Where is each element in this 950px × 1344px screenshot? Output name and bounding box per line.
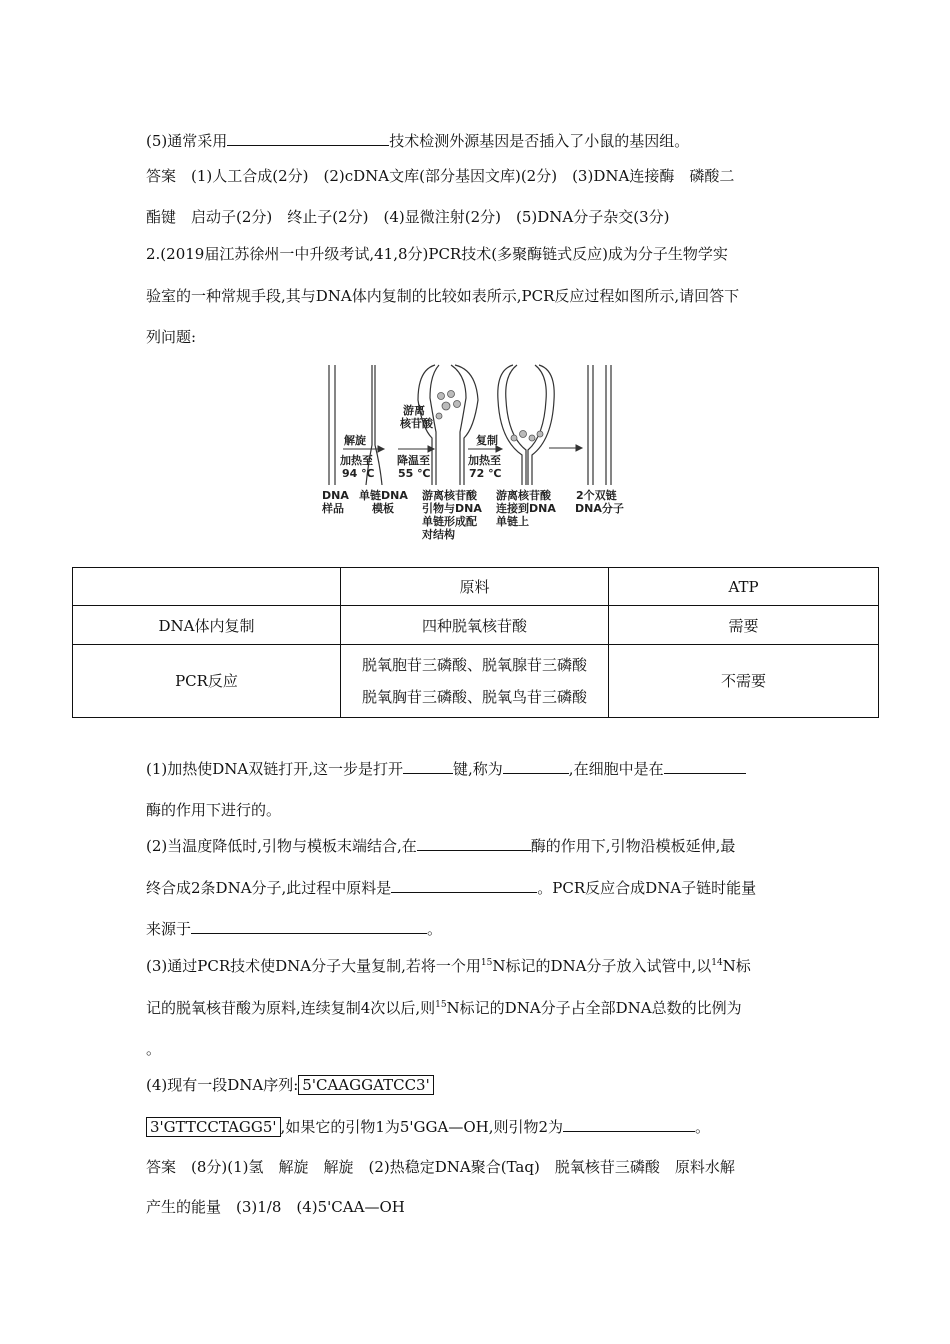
comparison-table	[72, 567, 879, 718]
table-header-empty	[73, 568, 341, 606]
subq2-blank-2[interactable]	[391, 878, 537, 893]
answer2-line1: 答案 (8分)(1)氢 解旋 解旋 (2)热稳定DNA聚合(Taq) 脱氧核苷三磷酸 原料水解	[146, 1158, 735, 1176]
table-cell-pcr: PCR反应	[73, 645, 341, 718]
subq1-line2: 酶的作用下进行的。	[146, 801, 282, 819]
label-cool-b: 55 ℃	[398, 467, 431, 480]
table-header-material: 原料	[341, 568, 609, 606]
subq2-text-f: 。	[427, 920, 443, 938]
subq1-blank-2[interactable]	[503, 759, 569, 774]
subq4-text-a: (4)现有一段DNA序列:	[146, 1076, 299, 1094]
caption-annealing-d: 对结构	[422, 528, 455, 541]
label-jiexuan: 解旋	[344, 434, 366, 447]
question2-line1: 2.(2019届江苏徐州一中升级考试,41,8分)PCR技术(多聚酶链式反应)成为分子生物学实	[146, 245, 728, 263]
caption-template-b: 模板	[372, 502, 394, 515]
table-header-row	[73, 568, 879, 606]
subq3-text-a: (3)通过PCR技术使DNA分子大量复制,若将一个用	[146, 957, 481, 975]
subq2-blank-1[interactable]	[417, 836, 531, 851]
subq3-line3: 。	[146, 1040, 162, 1058]
question-5-line	[146, 131, 689, 151]
subq2-text-b: 酶的作用下,引物沿模板延伸,最	[530, 837, 736, 855]
subq4-line2	[146, 1117, 710, 1137]
caption-dna-sample-b: 样品	[322, 502, 344, 515]
caption-annealing-b: 引物与DNA	[422, 502, 482, 515]
subq2-blank-3[interactable]	[191, 919, 427, 934]
subq2-text-d: 。PCR反应合成DNA子链时能量	[537, 879, 757, 897]
subq1-text-c: ,在细胞中是在	[568, 760, 664, 778]
subq3-line2	[146, 998, 742, 1018]
subq2-line2	[146, 878, 756, 898]
table-cell-pcr-atp: 不需要	[609, 645, 879, 718]
answer1-line1: 答案 (1)人工合成(2分) (2)cDNA文库(部分基因文库)(2分) (3)DNA连接酶 磷酸二	[146, 167, 735, 185]
caption-dna-sample-a: DNA	[322, 489, 349, 502]
isotope-15-sup: 15	[480, 958, 493, 968]
subq3-text-b: N标记的DNA分子放入试管中,以	[492, 957, 712, 975]
subq1-blank-3[interactable]	[664, 759, 746, 774]
question2-line3: 列问题:	[146, 328, 197, 346]
pcr-material-line2: 脱氧胸苷三磷酸、脱氧鸟苷三磷酸	[361, 688, 587, 706]
subq2-line3	[146, 919, 442, 939]
label-heat94-a: 加热至	[340, 454, 373, 467]
isotope-15-sup-2: 15	[435, 1000, 447, 1010]
subq2-text-a: (2)当温度降低时,引物与模板末端结合,在	[146, 837, 417, 855]
subq4-text-c: 。	[695, 1118, 711, 1136]
subq1-blank-1[interactable]	[403, 759, 453, 774]
label-free-b: 核苷酸	[400, 417, 433, 430]
q5-prefix: (5)通常采用	[146, 132, 228, 150]
subq4-line1	[146, 1075, 434, 1095]
subq1-text-b: 键,称为	[453, 760, 503, 778]
dna-sequence-bottom: 3'GTTCCTAGG5'	[146, 1117, 281, 1137]
caption-elongation-c: 单链上	[496, 515, 529, 528]
q5-suffix: 技术检测外源基因是否插入了小鼠的基因组。	[389, 132, 690, 150]
answer1-line2: 酯键 启动子(2分) 终止子(2分) (4)显微注射(2分) (5)DNA分子杂交(3分)	[146, 208, 670, 226]
table-cell-in-vivo-material: 四种脱氧核苷酸	[341, 606, 609, 645]
pcr-material-line1: 脱氧胞苷三磷酸、脱氧腺苷三磷酸	[361, 656, 587, 674]
answer2-line2: 产生的能量 (3)1/8 (4)5'CAA—OH	[146, 1198, 405, 1216]
label-heat94-b: 94 ℃	[342, 467, 375, 480]
elongation-strand-b-inner	[528, 365, 546, 485]
table-cell-pcr-material	[341, 645, 609, 718]
table-cell-in-vivo: DNA体内复制	[73, 606, 341, 645]
caption-template-a: 单链DNA	[359, 489, 408, 502]
subq3-text-e: N标记的DNA分子占全部DNA总数的比例为	[446, 999, 742, 1017]
caption-elongation-b: 连接到DNA	[496, 502, 556, 515]
label-heat72-a: 加热至	[468, 454, 501, 467]
isotope-14-sup: 14	[711, 958, 723, 968]
subq2-line1	[146, 836, 735, 856]
template-strand-b	[375, 365, 382, 485]
label-fuzhi: 复制	[476, 434, 498, 447]
dna-sequence-top: 5'CAAGGATCC3'	[298, 1075, 433, 1095]
subq3-text-c: N标	[722, 957, 751, 975]
elongation-strand-b	[532, 365, 554, 485]
caption-annealing-a: 游离核苷酸	[422, 489, 477, 502]
subq4-text-b: ,如果它的引物1为5'GGA—OH,则引物2为	[280, 1118, 564, 1136]
caption-annealing-c: 单链形成配	[422, 515, 477, 528]
subq2-text-e: 来源于	[146, 920, 192, 938]
label-heat72-b: 72 ℃	[469, 467, 502, 480]
label-free-a: 游离	[403, 404, 425, 417]
subq3-text-d: 记的脱氧核苷酸为原料,连续复制4次以后,则	[146, 999, 436, 1017]
subq4-blank[interactable]	[563, 1117, 695, 1132]
subq3-line1	[146, 956, 751, 976]
elongation-strand-a-inner	[506, 365, 526, 485]
table-row	[73, 645, 879, 718]
caption-double-dna-b: DNA分子	[575, 502, 624, 515]
subq2-text-c: 终合成2条DNA分子,此过程中原料是	[146, 879, 392, 897]
label-cool-a: 降温至	[397, 454, 430, 467]
table-row	[73, 606, 879, 645]
table-cell-in-vivo-atp: 需要	[609, 606, 879, 645]
pcr-process-diagram	[318, 360, 638, 550]
table-header-atp: ATP	[609, 568, 879, 606]
question2-line2: 验室的一种常规手段,其与DNA体内复制的比较如表所示,PCR反应过程如图所示,请回答下	[146, 287, 740, 305]
subq1-text-a: (1)加热使DNA双链打开,这一步是打开	[146, 760, 404, 778]
q5-blank[interactable]	[227, 131, 389, 146]
caption-double-dna-a: 2个双链	[576, 489, 617, 502]
caption-elongation-a: 游离核苷酸	[496, 489, 551, 502]
subq1-line1	[146, 759, 746, 779]
